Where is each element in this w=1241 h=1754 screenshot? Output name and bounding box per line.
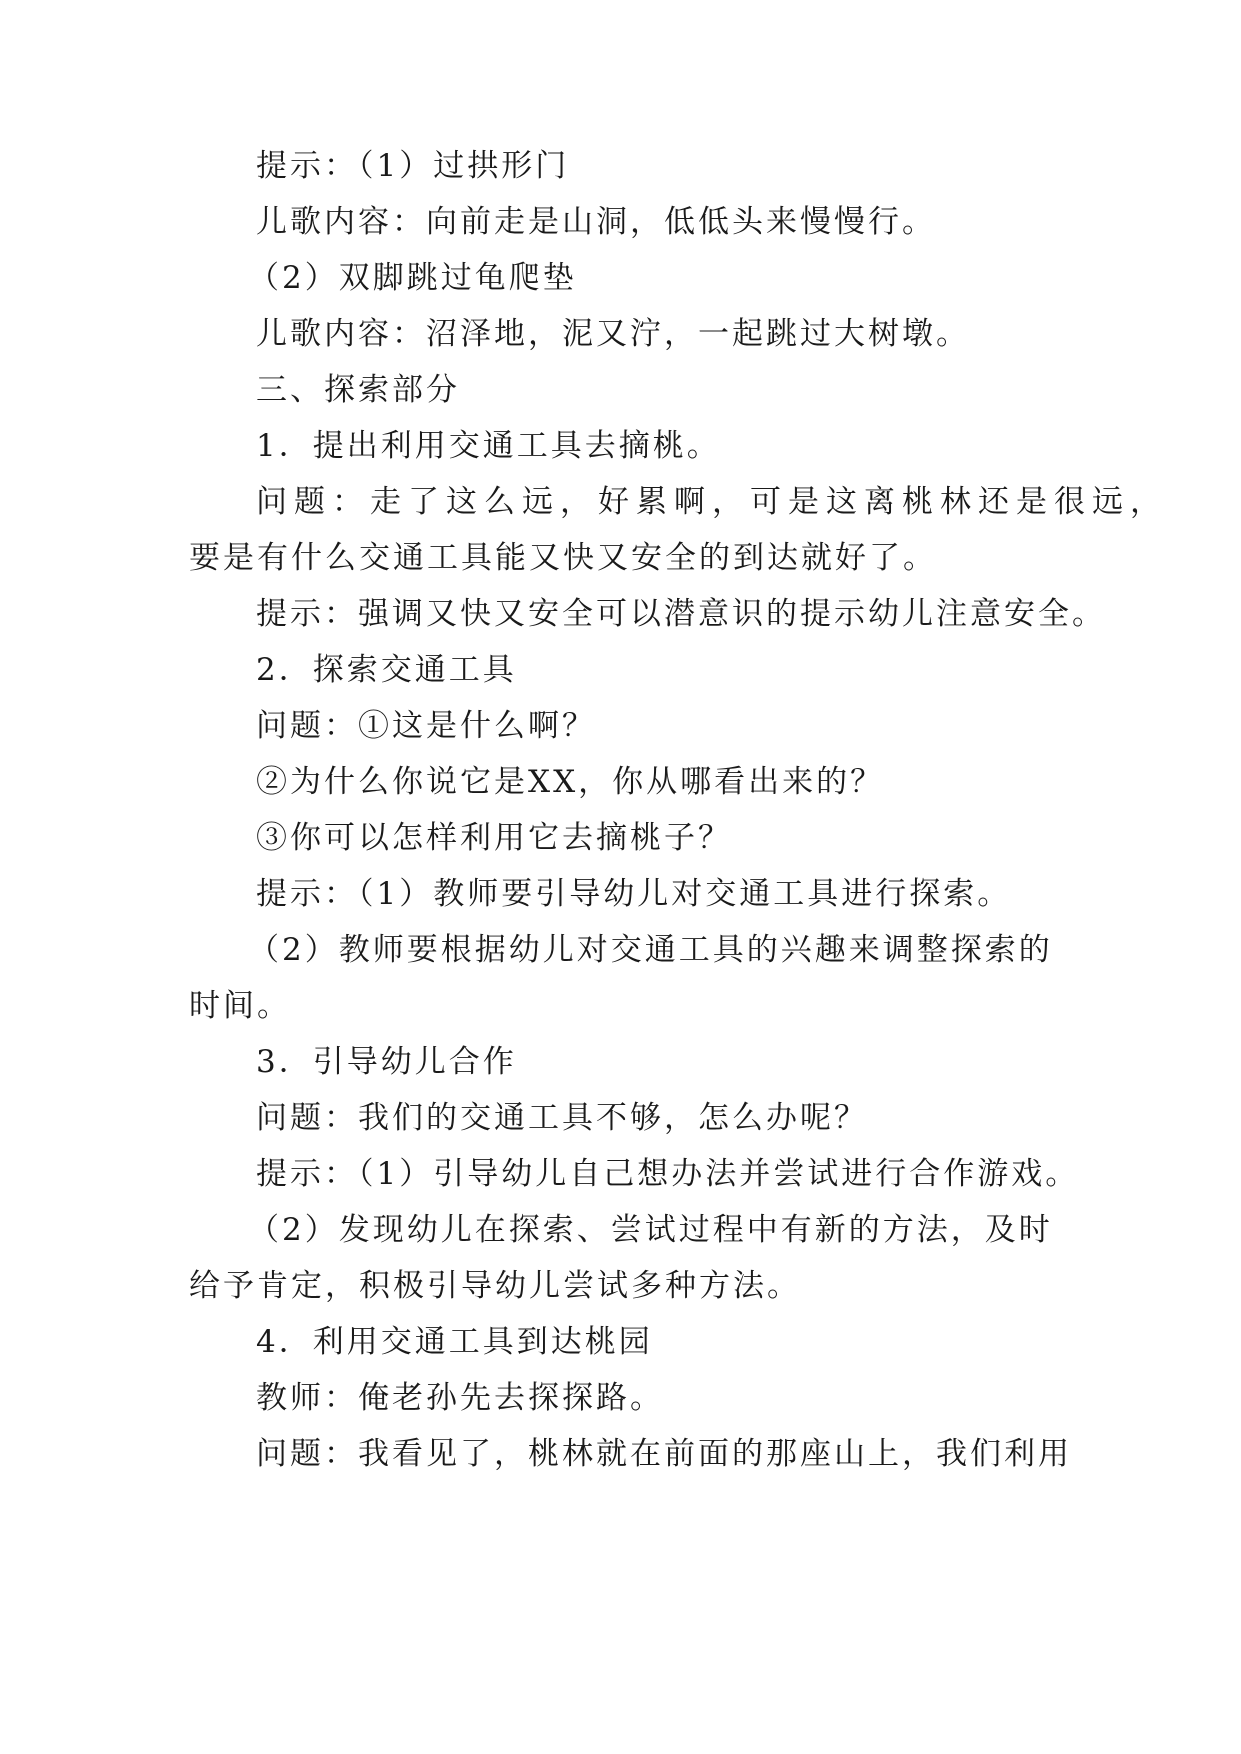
step-2-hint-1: 提示：（1）教师要引导幼儿对交通工具进行探索。 <box>256 876 1012 912</box>
step-2-question-3: ③你可以怎样利用它去摘桃子？ <box>256 820 732 856</box>
hint-arch-gate: 提示：（1）过拱形门 <box>256 148 570 184</box>
section-heading-explore: 三、探索部分 <box>256 372 460 408</box>
step-1-question: 问题：走了这么远，好累啊，可是这离桃林还是很远， <box>256 484 1168 520</box>
step-3-heading: 3．引导幼儿合作 <box>256 1044 517 1080</box>
step-3-question: 问题：我们的交通工具不够，怎么办呢？ <box>256 1100 868 1136</box>
step-2-question-2: ②为什么你说它是XX，你从哪看出来的？ <box>256 764 885 800</box>
step-3-hint-1: 提示：（1）引导幼儿自己想办法并尝试进行合作游戏。 <box>256 1156 1080 1192</box>
step-3-hint-2-cont: 给予肯定，积极引导幼儿尝试多种方法。 <box>189 1268 801 1304</box>
step-2-heading: 2．探索交通工具 <box>256 652 517 688</box>
hint-jump-mat: （2）双脚跳过龟爬垫 <box>248 260 577 296</box>
step-2-hint-2-cont: 时间。 <box>189 988 291 1024</box>
step-2-question-1: 问题：①这是什么啊？ <box>256 708 596 744</box>
rhyme-swamp: 儿歌内容：沼泽地，泥又泞，一起跳过大树墩。 <box>256 316 970 352</box>
step-1-question-cont: 要是有什么交通工具能又快又安全的到达就好了。 <box>189 540 937 576</box>
step-4-question: 问题：我看见了，桃林就在前面的那座山上，我们利用 <box>256 1436 1072 1472</box>
step-4-heading: 4．利用交通工具到达桃园 <box>256 1324 653 1360</box>
step-1-heading: 1．提出利用交通工具去摘桃。 <box>256 428 721 464</box>
rhyme-cave: 儿歌内容：向前走是山洞，低低头来慢慢行。 <box>256 204 936 240</box>
step-3-hint-2: （2）发现幼儿在探索、尝试过程中有新的方法，及时 <box>248 1212 1053 1248</box>
step-1-hint: 提示：强调又快又安全可以潜意识的提示幼儿注意安全。 <box>256 596 1106 632</box>
step-2-hint-2: （2）教师要根据幼儿对交通工具的兴趣来调整探索的 <box>248 932 1053 968</box>
step-4-teacher-line: 教师：俺老孙先去探探路。 <box>256 1380 664 1416</box>
